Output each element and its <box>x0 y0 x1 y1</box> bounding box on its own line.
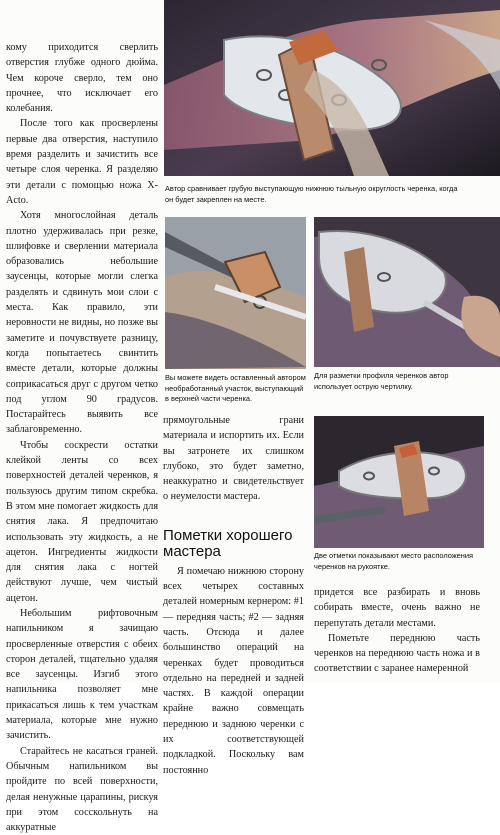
paragraph: Чтобы соскрести остатки клейкой ленты со всех поверхностей деталей черенков, я пользуюсь другим типом скребка. В этом мне помогает жидкость для снятия лака. Я предпочитаю использовать эту жидкость, а не ацетон. Ингредиенты жидкости для снятия лака с ногтей действуют лучше, чем чистый ацетон. <box>6 439 158 604</box>
paragraph: придется все разбирать и вновь собирать вместе, очень важно не перепутать детали местами. <box>314 587 480 629</box>
left-text-column <box>6 40 158 835</box>
top-photo <box>164 0 500 176</box>
right-text-column <box>314 585 480 677</box>
scribe-image <box>314 217 500 367</box>
paragraph: кому приходится сверлить отверстия глубже одного дюйма. Чем короче сверло, тем оно прочнее, что исключает его колебания. <box>6 42 158 115</box>
paragraph: После того как просверлены первые два отверстия, наступило время разделить и зачистить все четыре слоя черенка. Я разделяю эти детали с помощью ножа X-Acto. <box>6 118 158 206</box>
knife-handle-image <box>164 0 500 176</box>
paragraph: Небольшим рифтовочным напильником я зачищаю просверленные отверстия с обеих сторон деталей, тщательно удаляя все заусенцы. Изгиб этого напильника позволяет мне прикасаться лишь к тем участкам материала, которые мне нужно зачистить. <box>6 607 158 742</box>
middle-right-photo <box>314 217 500 367</box>
caption-bottom-right: Две отметки показывают место расположения черенков на рукоятке. <box>314 551 474 571</box>
scraper-image <box>165 217 306 369</box>
paragraph: прямоугольные грани материала и испортить их. Если вы затронете их слишком глубоко, это будет заметно, неаккуратно и свидетельствует о неумелости мастера. <box>163 415 304 503</box>
caption-top: Автор сравнивает грубую выступающую нижнюю тыльную округлость черенка, когда он будет закреплен на месте. <box>165 184 458 204</box>
middle-text-column <box>163 413 304 778</box>
paragraph: Пометьте переднюю часть черенков на переднюю часть ножа и в соответствии с заранее намеренной <box>314 632 480 675</box>
caption-middle-left: Вы можете видеть оставленный автором необработанный участок, выступающий в верхней части черенка. <box>165 373 306 403</box>
bottom-right-photo <box>314 416 484 548</box>
paragraph: Я помечаю нижнюю сторону всех четырех составных деталей номерным кернером: #1 — передняя часть; #2 — задняя часть. Отсюда и далее большинство операций на черенках будет проводиться отдельно на передней и задней частях. В каждой операции крайне важно совмещать переднюю и заднюю черенки с их соответствующей подкладкой. Поскольку вам постоянно <box>163 565 304 776</box>
paragraph: Старайтесь не касаться граней. Обычным напильником вы пройдите по всей поверхности, делая ненужные царапины, рискуя при этом сосскольнуть на аккуратные <box>6 745 158 834</box>
caption-middle-right: Для разметки профиля черенков автор использует острую чертилку. <box>314 371 449 391</box>
paragraph: Хотя многослойная деталь плотно удерживалась при резке, шлифовке и сверлении материала образовались небольшие заусенцы, которые могли слегка разделять и сдвинуть мои слои с места. Как правило, эти неровности не видны, но позже вы заметите и почувствуете разницу, когда попытаетесь свинтить вместе детали, которые должны соприкасаться друг с другом четко под углом 90 градусов. Постарайтесь выявить все заблаговременно. <box>6 210 158 436</box>
marked-handle-image <box>314 416 484 548</box>
section-heading: Пометки хорошего мастера <box>163 526 293 560</box>
middle-left-photo <box>165 217 306 369</box>
